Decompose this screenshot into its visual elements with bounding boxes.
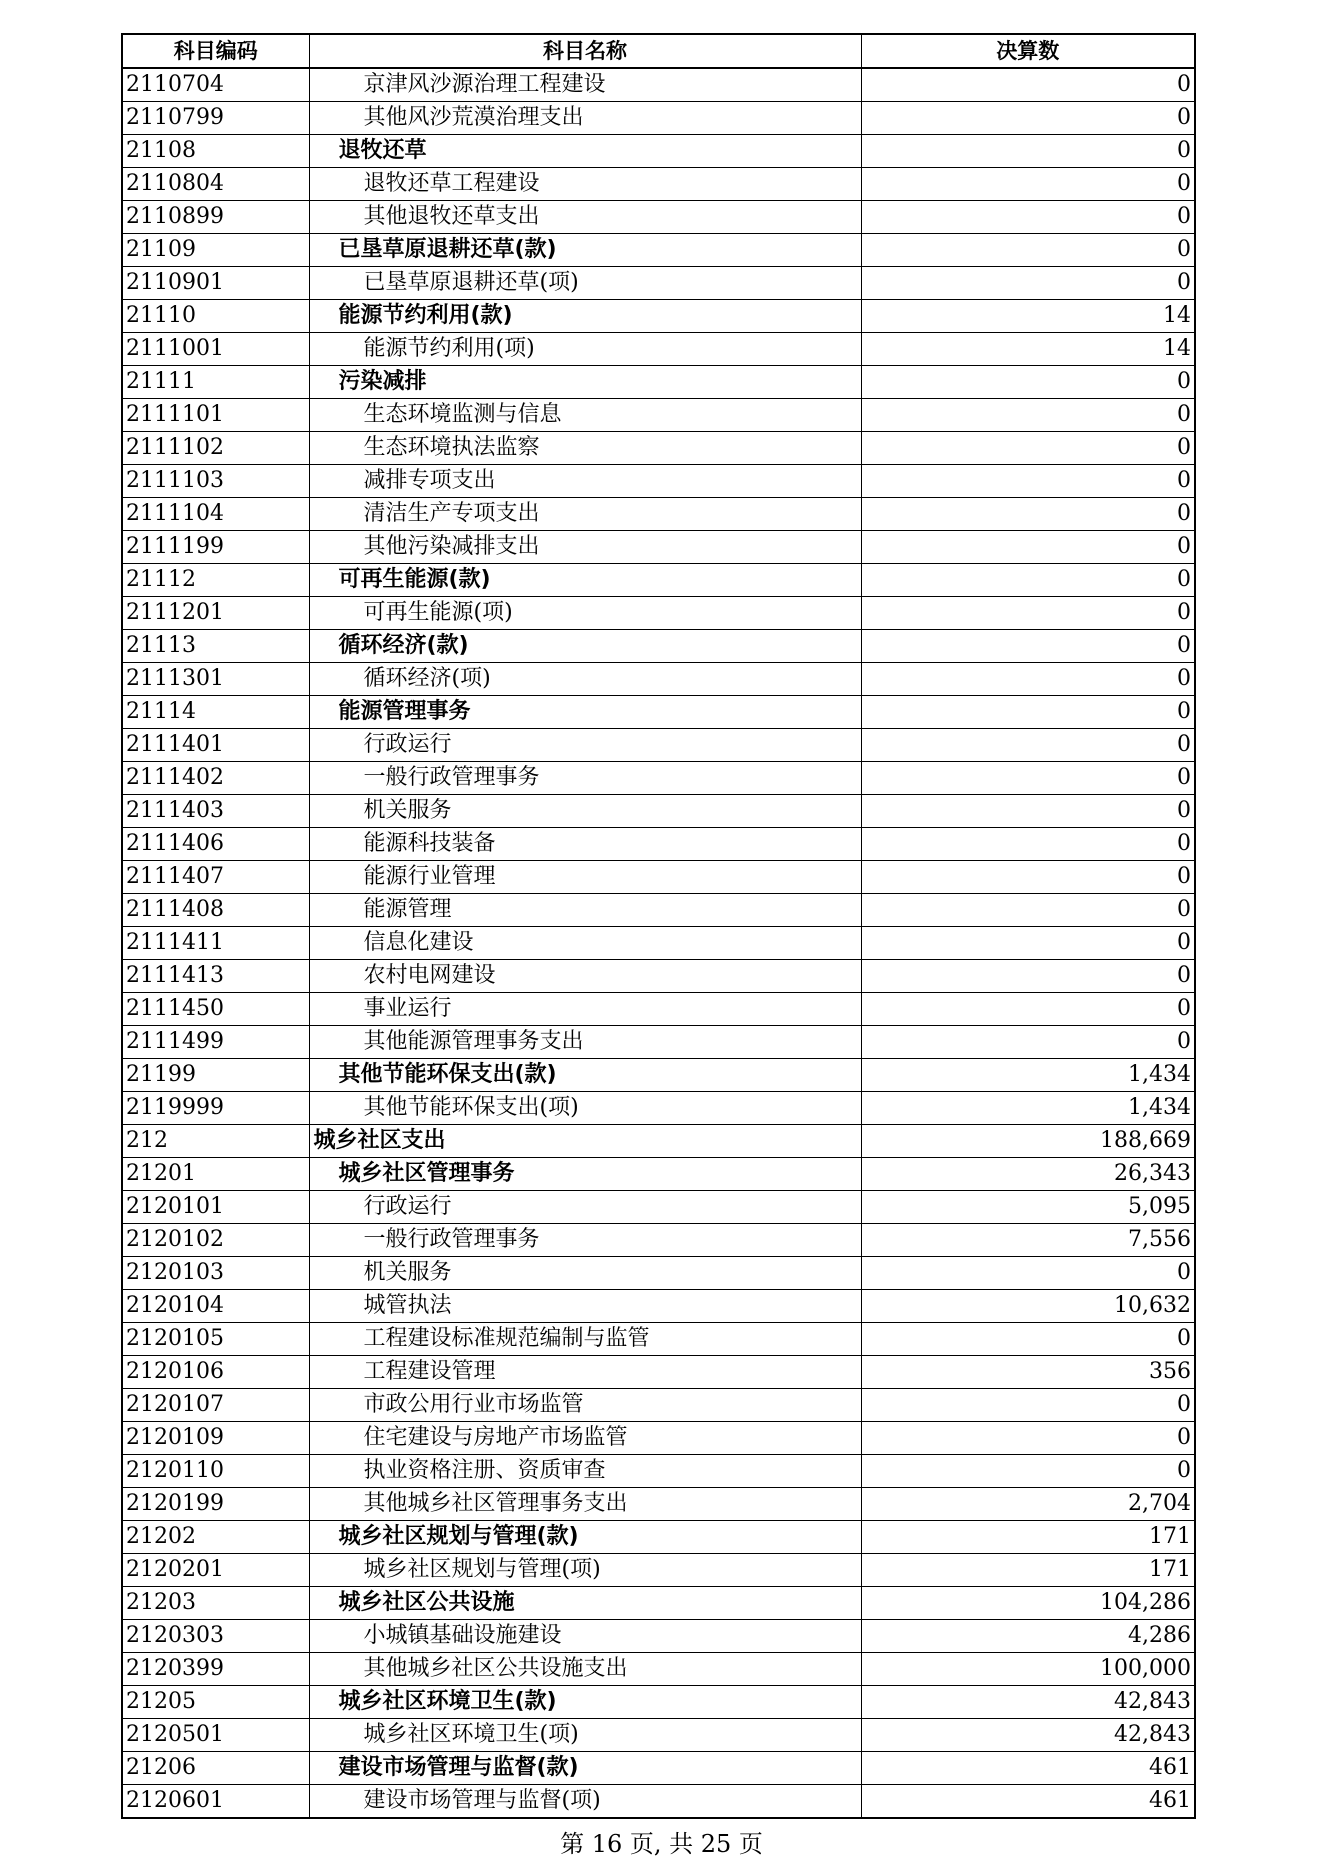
row-name: 其他城乡社区公共设施支出 bbox=[309, 1653, 861, 1686]
table-row bbox=[122, 1257, 1195, 1290]
row-code: 2120501 bbox=[122, 1719, 309, 1752]
table-row bbox=[122, 828, 1195, 861]
row-code: 2111101 bbox=[122, 399, 309, 432]
row-code: 2120303 bbox=[122, 1620, 309, 1653]
row-name: 城乡社区环境卫生(款) bbox=[309, 1686, 861, 1719]
row-code: 2111001 bbox=[122, 333, 309, 366]
table-row bbox=[122, 960, 1195, 993]
table-row bbox=[122, 663, 1195, 696]
row-code: 2120201 bbox=[122, 1554, 309, 1587]
table-row bbox=[122, 1125, 1195, 1158]
row-amount: 188,669 bbox=[861, 1125, 1195, 1158]
row-amount: 1,434 bbox=[861, 1059, 1195, 1092]
row-code: 2111201 bbox=[122, 597, 309, 630]
row-code: 2110901 bbox=[122, 267, 309, 300]
row-amount: 26,343 bbox=[861, 1158, 1195, 1191]
table-row bbox=[122, 498, 1195, 531]
row-amount: 0 bbox=[861, 465, 1195, 498]
row-code: 2111450 bbox=[122, 993, 309, 1026]
row-name: 小城镇基础设施建设 bbox=[309, 1620, 861, 1653]
row-amount: 0 bbox=[861, 168, 1195, 201]
table-row bbox=[122, 201, 1195, 234]
row-name: 城乡社区环境卫生(项) bbox=[309, 1719, 861, 1752]
row-name: 能源管理事务 bbox=[309, 696, 861, 729]
row-amount: 0 bbox=[861, 399, 1195, 432]
table-row bbox=[122, 531, 1195, 564]
table-row bbox=[122, 135, 1195, 168]
row-amount: 171 bbox=[861, 1521, 1195, 1554]
row-name: 能源节约利用(款) bbox=[309, 300, 861, 333]
row-name: 能源行业管理 bbox=[309, 861, 861, 894]
row-code: 2120107 bbox=[122, 1389, 309, 1422]
table-row bbox=[122, 1488, 1195, 1521]
table-row bbox=[122, 1191, 1195, 1224]
row-amount: 0 bbox=[861, 234, 1195, 267]
row-code: 21205 bbox=[122, 1686, 309, 1719]
table-row bbox=[122, 1224, 1195, 1257]
row-amount: 0 bbox=[861, 366, 1195, 399]
table-row bbox=[122, 1356, 1195, 1389]
row-amount: 0 bbox=[861, 201, 1195, 234]
row-amount: 0 bbox=[861, 1422, 1195, 1455]
table-row bbox=[122, 1092, 1195, 1125]
row-name: 市政公用行业市场监管 bbox=[309, 1389, 861, 1422]
table-row bbox=[122, 333, 1195, 366]
row-code: 2120399 bbox=[122, 1653, 309, 1686]
row-amount: 104,286 bbox=[861, 1587, 1195, 1620]
table-row bbox=[122, 1587, 1195, 1620]
table-header-row bbox=[122, 34, 1195, 68]
row-name: 机关服务 bbox=[309, 795, 861, 828]
table-row bbox=[122, 1059, 1195, 1092]
row-name: 事业运行 bbox=[309, 993, 861, 1026]
row-name: 退牧还草 bbox=[309, 135, 861, 168]
row-code: 2120105 bbox=[122, 1323, 309, 1356]
row-code: 2110799 bbox=[122, 102, 309, 135]
row-code: 2111401 bbox=[122, 729, 309, 762]
table-row bbox=[122, 762, 1195, 795]
row-amount: 461 bbox=[861, 1785, 1195, 1819]
row-amount: 0 bbox=[861, 68, 1195, 102]
header-code: 科目编码 bbox=[122, 34, 309, 68]
table-row bbox=[122, 927, 1195, 960]
table-row bbox=[122, 102, 1195, 135]
header-name: 科目名称 bbox=[309, 34, 861, 68]
row-code: 2120601 bbox=[122, 1785, 309, 1819]
table-row bbox=[122, 1653, 1195, 1686]
row-amount: 14 bbox=[861, 300, 1195, 333]
row-name: 循环经济(项) bbox=[309, 663, 861, 696]
row-code: 2120199 bbox=[122, 1488, 309, 1521]
row-name: 生态环境监测与信息 bbox=[309, 399, 861, 432]
row-code: 2111411 bbox=[122, 927, 309, 960]
row-name: 已垦草原退耕还草(款) bbox=[309, 234, 861, 267]
row-amount: 0 bbox=[861, 1323, 1195, 1356]
row-code: 212 bbox=[122, 1125, 309, 1158]
table-row bbox=[122, 1455, 1195, 1488]
table-row bbox=[122, 399, 1195, 432]
row-amount: 0 bbox=[861, 795, 1195, 828]
row-amount: 0 bbox=[861, 663, 1195, 696]
row-amount: 0 bbox=[861, 861, 1195, 894]
row-code: 2120109 bbox=[122, 1422, 309, 1455]
row-amount: 1,434 bbox=[861, 1092, 1195, 1125]
table-row bbox=[122, 1026, 1195, 1059]
row-amount: 5,095 bbox=[861, 1191, 1195, 1224]
budget-table bbox=[121, 33, 1196, 1819]
row-code: 2111402 bbox=[122, 762, 309, 795]
row-amount: 356 bbox=[861, 1356, 1195, 1389]
row-amount: 0 bbox=[861, 762, 1195, 795]
row-name: 其他城乡社区管理事务支出 bbox=[309, 1488, 861, 1521]
row-code: 21108 bbox=[122, 135, 309, 168]
row-name: 机关服务 bbox=[309, 1257, 861, 1290]
row-name: 污染减排 bbox=[309, 366, 861, 399]
row-name: 建设市场管理与监督(项) bbox=[309, 1785, 861, 1819]
table-row bbox=[122, 597, 1195, 630]
row-name: 减排专项支出 bbox=[309, 465, 861, 498]
table-row bbox=[122, 1521, 1195, 1554]
row-amount: 461 bbox=[861, 1752, 1195, 1785]
row-code: 2111301 bbox=[122, 663, 309, 696]
row-code: 2120101 bbox=[122, 1191, 309, 1224]
row-amount: 0 bbox=[861, 1026, 1195, 1059]
row-code: 2111407 bbox=[122, 861, 309, 894]
table-row bbox=[122, 1686, 1195, 1719]
row-code: 2110804 bbox=[122, 168, 309, 201]
row-name: 循环经济(款) bbox=[309, 630, 861, 663]
row-amount: 4,286 bbox=[861, 1620, 1195, 1653]
row-name: 清洁生产专项支出 bbox=[309, 498, 861, 531]
row-name: 城管执法 bbox=[309, 1290, 861, 1323]
table-row bbox=[122, 234, 1195, 267]
table-row bbox=[122, 993, 1195, 1026]
row-name: 建设市场管理与监督(款) bbox=[309, 1752, 861, 1785]
row-name: 农村电网建设 bbox=[309, 960, 861, 993]
table-row bbox=[122, 168, 1195, 201]
table-row bbox=[122, 1785, 1195, 1819]
row-code: 21110 bbox=[122, 300, 309, 333]
row-name: 其他风沙荒漠治理支出 bbox=[309, 102, 861, 135]
row-name: 生态环境执法监察 bbox=[309, 432, 861, 465]
row-amount: 42,843 bbox=[861, 1686, 1195, 1719]
row-amount: 0 bbox=[861, 597, 1195, 630]
row-name: 住宅建设与房地产市场监管 bbox=[309, 1422, 861, 1455]
row-code: 21201 bbox=[122, 1158, 309, 1191]
row-name: 能源节约利用(项) bbox=[309, 333, 861, 366]
table-row bbox=[122, 861, 1195, 894]
row-amount: 0 bbox=[861, 432, 1195, 465]
row-name: 其他退牧还草支出 bbox=[309, 201, 861, 234]
row-amount: 10,632 bbox=[861, 1290, 1195, 1323]
row-name: 退牧还草工程建设 bbox=[309, 168, 861, 201]
row-amount: 0 bbox=[861, 267, 1195, 300]
table-row bbox=[122, 795, 1195, 828]
row-code: 2110899 bbox=[122, 201, 309, 234]
row-code: 2111104 bbox=[122, 498, 309, 531]
table-row bbox=[122, 1719, 1195, 1752]
row-name: 已垦草原退耕还草(项) bbox=[309, 267, 861, 300]
table-row bbox=[122, 68, 1195, 102]
row-code: 21203 bbox=[122, 1587, 309, 1620]
row-code: 2111413 bbox=[122, 960, 309, 993]
row-amount: 7,556 bbox=[861, 1224, 1195, 1257]
row-amount: 0 bbox=[861, 531, 1195, 564]
row-name: 能源科技装备 bbox=[309, 828, 861, 861]
row-amount: 0 bbox=[861, 498, 1195, 531]
table-row bbox=[122, 894, 1195, 927]
table-body bbox=[122, 68, 1195, 1818]
table-row bbox=[122, 729, 1195, 762]
row-code: 21114 bbox=[122, 696, 309, 729]
table-row bbox=[122, 1554, 1195, 1587]
row-code: 2120104 bbox=[122, 1290, 309, 1323]
row-code: 21206 bbox=[122, 1752, 309, 1785]
row-code: 21112 bbox=[122, 564, 309, 597]
row-name: 行政运行 bbox=[309, 729, 861, 762]
row-code: 2110704 bbox=[122, 68, 309, 102]
row-name: 一般行政管理事务 bbox=[309, 762, 861, 795]
row-amount: 0 bbox=[861, 828, 1195, 861]
row-name: 信息化建设 bbox=[309, 927, 861, 960]
row-code: 21113 bbox=[122, 630, 309, 663]
row-name: 一般行政管理事务 bbox=[309, 1224, 861, 1257]
table-row bbox=[122, 1389, 1195, 1422]
table-row bbox=[122, 1158, 1195, 1191]
row-name: 行政运行 bbox=[309, 1191, 861, 1224]
page-footer: 第 16 页, 共 25 页 bbox=[560, 1830, 763, 1858]
table-row bbox=[122, 1620, 1195, 1653]
row-code: 21199 bbox=[122, 1059, 309, 1092]
row-amount: 0 bbox=[861, 1455, 1195, 1488]
row-name: 其他污染减排支出 bbox=[309, 531, 861, 564]
row-code: 2111499 bbox=[122, 1026, 309, 1059]
row-code: 2111403 bbox=[122, 795, 309, 828]
table-row bbox=[122, 630, 1195, 663]
row-code: 2120106 bbox=[122, 1356, 309, 1389]
row-amount: 0 bbox=[861, 993, 1195, 1026]
row-amount: 0 bbox=[861, 729, 1195, 762]
row-name: 可再生能源(项) bbox=[309, 597, 861, 630]
table-row bbox=[122, 465, 1195, 498]
row-name: 其他节能环保支出(款) bbox=[309, 1059, 861, 1092]
row-code: 2111103 bbox=[122, 465, 309, 498]
row-code: 2111406 bbox=[122, 828, 309, 861]
row-code: 2120110 bbox=[122, 1455, 309, 1488]
row-name: 工程建设标准规范编制与监管 bbox=[309, 1323, 861, 1356]
row-code: 2120102 bbox=[122, 1224, 309, 1257]
header-amount: 决算数 bbox=[861, 34, 1195, 68]
table-row bbox=[122, 1323, 1195, 1356]
row-amount: 0 bbox=[861, 630, 1195, 663]
table-row bbox=[122, 366, 1195, 399]
row-code: 21109 bbox=[122, 234, 309, 267]
row-code: 2119999 bbox=[122, 1092, 309, 1125]
row-name: 城乡社区规划与管理(款) bbox=[309, 1521, 861, 1554]
table-row bbox=[122, 1422, 1195, 1455]
row-amount: 0 bbox=[861, 1389, 1195, 1422]
row-amount: 0 bbox=[861, 135, 1195, 168]
row-amount: 0 bbox=[861, 696, 1195, 729]
row-amount: 2,704 bbox=[861, 1488, 1195, 1521]
table-row bbox=[122, 300, 1195, 333]
row-amount: 0 bbox=[861, 927, 1195, 960]
row-amount: 100,000 bbox=[861, 1653, 1195, 1686]
table-row bbox=[122, 432, 1195, 465]
row-code: 2120103 bbox=[122, 1257, 309, 1290]
table-row bbox=[122, 696, 1195, 729]
row-amount: 0 bbox=[861, 102, 1195, 135]
table-row bbox=[122, 1752, 1195, 1785]
row-name: 城乡社区公共设施 bbox=[309, 1587, 861, 1620]
row-name: 城乡社区管理事务 bbox=[309, 1158, 861, 1191]
row-amount: 42,843 bbox=[861, 1719, 1195, 1752]
table-row bbox=[122, 564, 1195, 597]
row-name: 其他节能环保支出(项) bbox=[309, 1092, 861, 1125]
row-code: 2111199 bbox=[122, 531, 309, 564]
row-name: 城乡社区支出 bbox=[309, 1125, 861, 1158]
table-row bbox=[122, 1290, 1195, 1323]
row-code: 21202 bbox=[122, 1521, 309, 1554]
table-row bbox=[122, 267, 1195, 300]
row-code: 2111102 bbox=[122, 432, 309, 465]
row-amount: 0 bbox=[861, 564, 1195, 597]
row-code: 2111408 bbox=[122, 894, 309, 927]
row-amount: 171 bbox=[861, 1554, 1195, 1587]
row-name: 工程建设管理 bbox=[309, 1356, 861, 1389]
row-amount: 14 bbox=[861, 333, 1195, 366]
row-name: 能源管理 bbox=[309, 894, 861, 927]
row-name: 可再生能源(款) bbox=[309, 564, 861, 597]
row-amount: 0 bbox=[861, 1257, 1195, 1290]
row-name: 执业资格注册、资质审查 bbox=[309, 1455, 861, 1488]
row-code: 21111 bbox=[122, 366, 309, 399]
row-name: 京津风沙源治理工程建设 bbox=[309, 68, 861, 102]
row-name: 城乡社区规划与管理(项) bbox=[309, 1554, 861, 1587]
row-name: 其他能源管理事务支出 bbox=[309, 1026, 861, 1059]
row-amount: 0 bbox=[861, 960, 1195, 993]
row-amount: 0 bbox=[861, 894, 1195, 927]
